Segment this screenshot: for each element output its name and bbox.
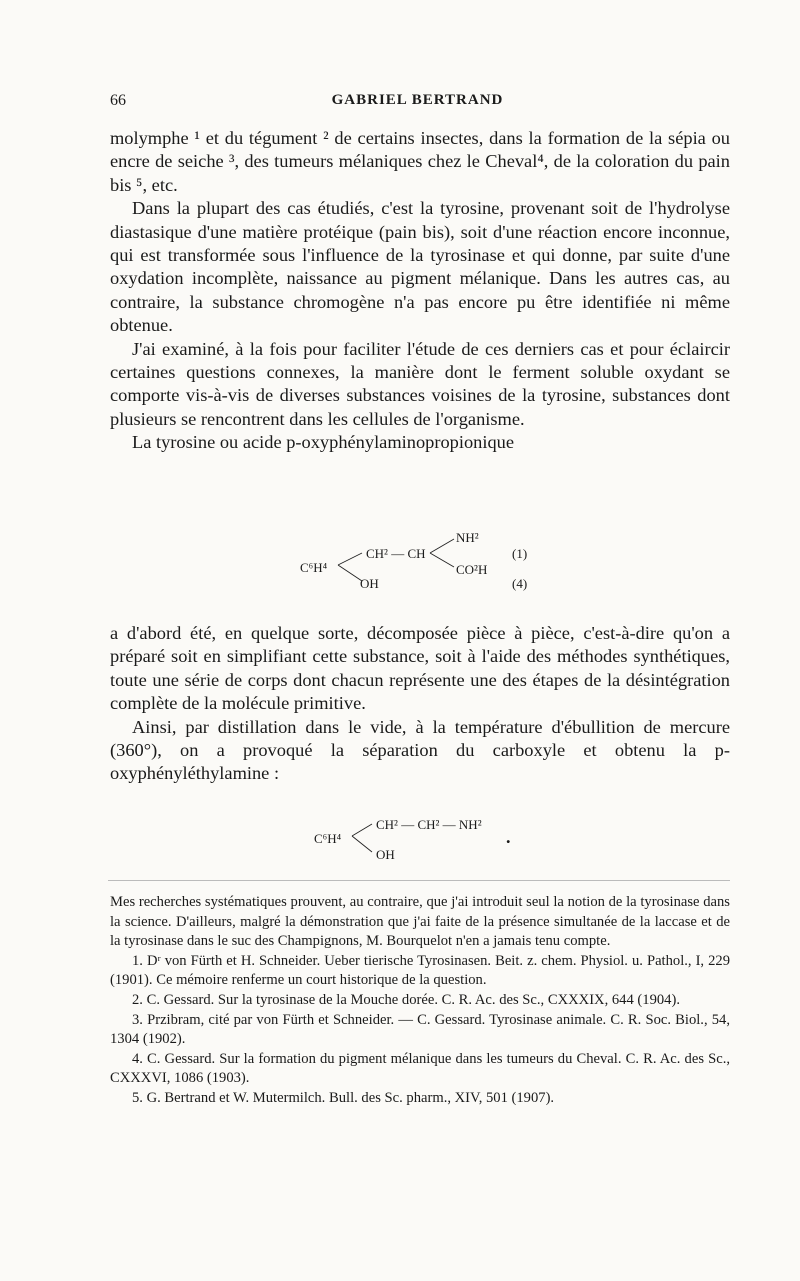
formula-base: C⁶H⁴ bbox=[314, 831, 342, 846]
formula-hydroxyl: OH bbox=[376, 847, 395, 862]
paragraph: Ainsi, par distillation dans le vide, à la température d'ébullition de mercure (360°), on a provoqué la séparation du carboxyle et obtenu la p-oxyphényléthylamine : bbox=[110, 716, 730, 784]
paragraph-intro-tyrosine: La tyrosine ou acide p-oxyphénylaminopropionique bbox=[132, 432, 515, 453]
formula-period: . bbox=[506, 827, 511, 847]
paragraph-continued: molymphe ¹ et du tégument ² de certains insectes, dans la formation de la sépia ou encre de seiche ³, des tumeurs mélaniques chez le Cheval⁴, de la coloration du pain bis ⁵, etc. bbox=[110, 128, 730, 195]
paragraph: J'ai examiné, à la fois pour faciliter l'étude de ces derniers cas et pour éclaircir certaines questions connexes, la manière dont le ferment soluble oxydant se comporte vis-à-vis de diverses substances voisines de la tyrosine, substances dont plusieurs se rencontrent dans les cellules de l'organisme. bbox=[110, 338, 730, 429]
formula-chain: CH² — CH bbox=[366, 546, 426, 561]
page-number: 66 bbox=[110, 92, 126, 109]
formula-amine: NH² bbox=[456, 530, 479, 545]
footnote-5: 5. G. Bertrand et W. Mutermilch. Bull. des Sc. pharm., XIV, 501 (1907). bbox=[132, 1089, 555, 1106]
body-text-middle bbox=[110, 622, 730, 786]
footnotes bbox=[110, 893, 730, 1109]
footnote-separator bbox=[108, 880, 730, 881]
footnote-4: 4. C. Gessard. Sur la formation du pigment mélanique dans les tumeurs du Cheval. C. R. Ac. des Sc., CXXXVI, 1086 (1903). bbox=[110, 1050, 730, 1087]
formula-bonds bbox=[300, 525, 540, 595]
footnote-3: 3. Przibram, cité par von Fürth et Schneider. — C. Gessard. Tyrosinase animale. C. R. Soc. Biol., 54, 1304 (1902). bbox=[110, 1011, 730, 1048]
phenylethylamine-formula bbox=[314, 810, 534, 865]
position-label-1: (1) bbox=[512, 546, 528, 561]
paragraph: Dans la plupart des cas étudiés, c'est la tyrosine, provenant soit de l'hydrolyse diastasique d'une matière protéique (pain bis), soit d'une réaction encore inconnue, qui est transformée sous l'influence de la tyrosinase et qui donne, par suite d'une oxydation incomplète, naissance au pigment mélanique. Dans les autres cas, au contraire, la substance chromogène n'a pas encore pu être identifiée ni même obtenue. bbox=[110, 198, 730, 336]
formula-base: C⁶H⁴ bbox=[300, 560, 328, 575]
position-label-4: (4) bbox=[512, 576, 528, 591]
tyrosine-formula bbox=[300, 525, 540, 595]
formula-hydroxyl: OH bbox=[360, 576, 379, 591]
formula-bonds bbox=[314, 810, 534, 865]
footnote-2: 2. C. Gessard. Sur la tyrosinase de la Mouche dorée. C. R. Ac. des Sc., CXXXIX, 644 (1904). bbox=[132, 991, 680, 1008]
footnote-1: 1. Dʳ von Fürth et H. Schneider. Ueber tierische Tyrosinasen. Beit. z. chem. Physiol. u. Pathol., I, 229 (1901). Ce mémoire renferme un court historique de la question. bbox=[110, 952, 730, 989]
paragraph-continued: a d'abord été, en quelque sorte, décomposée pièce à pièce, c'est-à-dire qu'on a préparé soit en simplifiant cette substance, soit à l'aide des méthodes synthétiques, toute une série de corps dont chacun représente une des étapes de la désintégration complète de la molécule primitive. bbox=[110, 623, 730, 714]
formula-chain: CH² — CH² — NH² bbox=[376, 817, 482, 832]
body-text-upper bbox=[110, 127, 730, 455]
running-title: GABRIEL BERTRAND bbox=[331, 92, 504, 108]
formula-carboxyl: CO²H bbox=[456, 562, 488, 577]
running-header bbox=[110, 92, 725, 116]
footnote-intro: Mes recherches systématiques prouvent, au contraire, que j'ai introduit seul la notion de la tyrosinase dans la science. D'ailleurs, malgré la démonstration que j'ai faite de la présence simultanée de la laccase et de la tyrosinase dans le suc des Champignons, M. Bourquelot n'en a jamais tenu compte. bbox=[110, 894, 730, 950]
